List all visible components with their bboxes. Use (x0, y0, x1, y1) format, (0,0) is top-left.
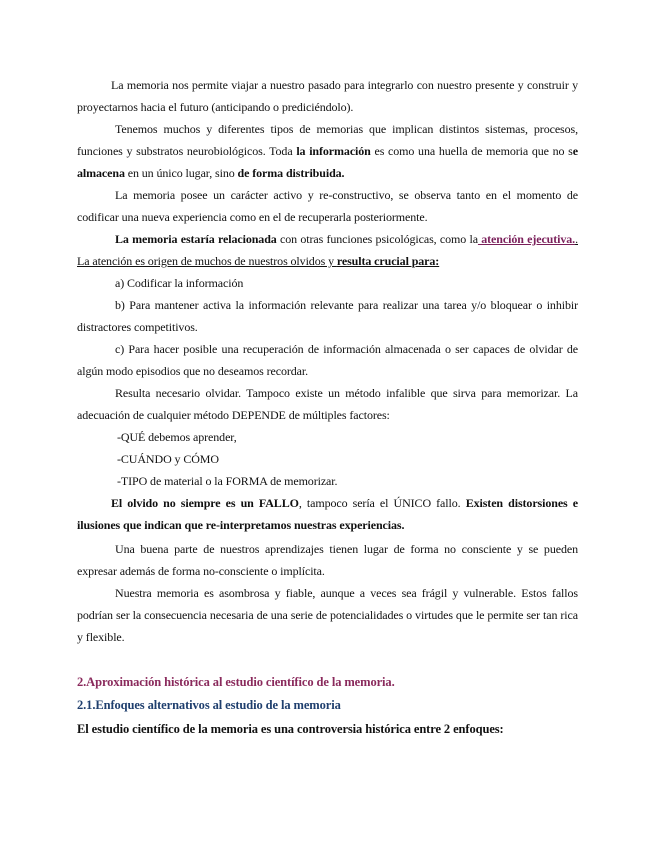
section-subheading: El estudio científico de la memoria es una controversia histórica entre 2 enfoques: (77, 722, 504, 736)
bold-text: Existen distorsiones e ilusiones que indican que re-interpretamos nuestras experiencias. (77, 496, 578, 532)
section-heading-2: 2.Aproximación histórica al estudio científico de la memoria. (77, 675, 395, 689)
paragraph-text: en un único lugar, sino (124, 166, 238, 180)
underlined-text: . La atención es origen de muchos de nuestros olvidos y (77, 232, 578, 268)
list-item-a: a) Codificar la información (115, 276, 244, 290)
factor-item: -TIPO de material o la FORMA de memorizar. (117, 474, 338, 488)
paragraph-text: es como una huella de memoria que no s (370, 144, 573, 158)
paragraph-memory-fragility (77, 582, 578, 648)
bold-underlined-text: resulta crucial para: (336, 254, 440, 268)
bold-text: El olvido no siempre es un FALLO (111, 496, 299, 510)
attention-link[interactable]: atención ejecutiva. (477, 232, 576, 246)
bold-text: e almacena (77, 144, 578, 180)
paragraph-item-b (77, 294, 578, 338)
paragraph-text: , tampoco sería el ÚNICO fallo. (298, 496, 466, 510)
factor-item: -CUÁNDO y CÓMO (117, 452, 219, 466)
paragraph-text: La memoria posee un carácter activo y re-constructivo, se observa tanto en el momento de codificar una nueva experiencia como en el de recuperarla posteriormente. (77, 188, 578, 224)
paragraph-text: Nuestra memoria es asombrosa y fiable, aunque a veces sea frágil y vulnerable. Estos fallos podrían ser la consecuencia necesaria de una serie de potencialidades o virtudes que le permite ser tan rica y flexible. (77, 586, 578, 644)
paragraph-attention (77, 228, 578, 272)
paragraph-forgetting (77, 382, 578, 426)
paragraph-active-character (77, 184, 578, 228)
paragraph-memory-intro (77, 74, 578, 118)
paragraph-memory-types (77, 118, 578, 184)
paragraph-implicit-learning (77, 538, 578, 582)
bold-text: la información (296, 144, 371, 158)
paragraph-text: Tenemos muchos y diferentes tipos de memorias que implican distintos sistemas, procesos, funciones y substratos neurobiológicos. Toda (77, 122, 578, 158)
paragraph-text: Una buena parte de nuestros aprendizajes tienen lugar de forma no consciente y se pueden expresar además de forma no-consciente o implícita. (77, 542, 578, 578)
bold-text: La memoria estaría relacionada (115, 232, 277, 246)
paragraph-text: con otras funciones psicológicas, como la (276, 232, 478, 246)
factor-item: -QUÉ debemos aprender, (117, 430, 237, 444)
paragraph-text: Resulta necesario olvidar. Tampoco existe un método infalible que sirva para memorizar. La adecuación de cualquier método DEPENDE de múltiples factores: (77, 386, 578, 422)
bold-text: de forma distribuida. (237, 166, 345, 180)
paragraph-text: b) Para mantener activa la información relevante para realizar una tarea y/o bloquear o inhibir distractores competitivos. (77, 298, 578, 334)
section-heading-2-1: 2.1.Enfoques alternativos al estudio de la memoria (77, 698, 341, 712)
paragraph-text: La memoria nos permite viajar a nuestro pasado para integrarlo con nuestro presente y construir y proyectarnos hacia el futuro (anticipando o prediciéndolo). (77, 78, 578, 114)
paragraph-item-c (77, 338, 578, 382)
paragraph-text: c) Para hacer posible una recuperación de información almacenada o ser capaces de olvidar de algún modo episodios que no deseamos recordar. (77, 342, 578, 378)
paragraph-forgetting-failure (77, 492, 578, 536)
